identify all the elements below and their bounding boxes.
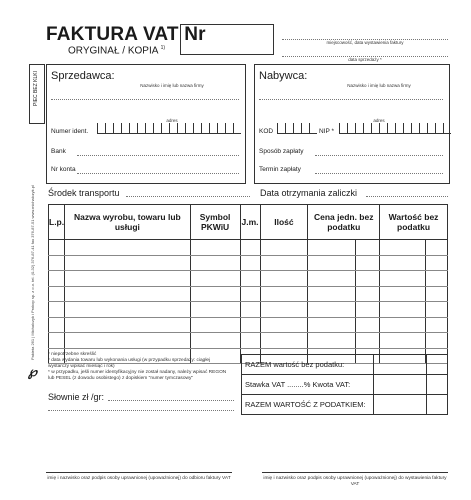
issuer-signature-caption: imię i nazwisko oraz podpis osoby uprawnionej (upoważnionej) do wystawienia faktury VAT (263, 476, 447, 487)
summary-table (241, 354, 448, 415)
table-cell[interactable] (426, 317, 448, 333)
printer-side-text: Pakieta 261 | Michalczyk i Prokop sp. z o.o. tel. (0-32) 376-87-41 fax 376-87-51 www.michalczyk.pl (30, 185, 35, 360)
table-cell[interactable] (190, 240, 240, 256)
table-cell[interactable] (190, 302, 240, 318)
net-total-label: RAZEM wartość bez podatku: (242, 355, 374, 375)
invoice-number-field[interactable] (180, 24, 274, 55)
table-row[interactable] (49, 333, 448, 349)
footnotes (48, 352, 228, 382)
buyer-payment-label: Sposób zapłaty (259, 148, 304, 155)
table-cell[interactable] (380, 333, 426, 349)
table-cell[interactable] (190, 333, 240, 349)
transport-line[interactable] (126, 196, 250, 197)
table-cell[interactable] (308, 240, 356, 256)
col-lp: L.p. (49, 205, 65, 240)
sale-date-caption: data sprzedaży * (348, 57, 382, 62)
seller-bank-line[interactable] (77, 155, 239, 156)
table-cell[interactable] (49, 317, 65, 333)
table-cell[interactable] (190, 286, 240, 302)
seller-name-caption: Nazwisko i imię lub nazwa firmy (140, 83, 204, 88)
transport-label: Środek transportu (48, 188, 120, 198)
gross-total-cell[interactable] (374, 395, 427, 415)
seller-nip-boxes[interactable] (97, 123, 241, 134)
table-cell[interactable] (240, 317, 260, 333)
table-cell[interactable] (65, 255, 191, 271)
table-cell[interactable] (190, 255, 240, 271)
buyer-nip-boxes[interactable] (339, 123, 451, 134)
words-line-1[interactable] (108, 400, 234, 401)
buyer-nip-label: NIP * (319, 128, 335, 135)
buyer-address-caption: adres (373, 118, 385, 123)
net-total-cell[interactable] (374, 355, 427, 375)
table-row[interactable] (49, 255, 448, 271)
table-cell[interactable] (356, 271, 380, 287)
table-cell[interactable] (380, 240, 426, 256)
seller-address-caption: adres (166, 118, 178, 123)
table-cell[interactable] (240, 240, 260, 256)
table-cell[interactable] (380, 255, 426, 271)
table-cell[interactable] (308, 271, 356, 287)
seller-bank-label: Bank (51, 148, 66, 155)
table-cell[interactable] (426, 255, 448, 271)
table-cell[interactable] (240, 302, 260, 318)
table-cell[interactable] (308, 333, 356, 349)
seller-title: Sprzedawca: (51, 70, 115, 82)
table-cell[interactable] (260, 333, 308, 349)
words-line-2[interactable] (48, 410, 234, 411)
invoice-title: FAKTURA VAT Nr (46, 24, 206, 45)
buyer-name-line[interactable] (259, 99, 443, 100)
table-cell[interactable] (260, 286, 308, 302)
table-cell[interactable] (260, 317, 308, 333)
table-cell[interactable] (356, 286, 380, 302)
col-qty: Ilość (260, 205, 308, 240)
table-cell[interactable] (260, 255, 308, 271)
items-table (48, 204, 448, 364)
advance-label: Data otrzymania zaliczki (260, 188, 358, 198)
vat-label: Stawka VAT ........% Kwota VAT: (242, 375, 374, 395)
table-cell[interactable] (356, 255, 380, 271)
seller-account-line[interactable] (77, 173, 239, 174)
table-cell[interactable] (426, 302, 448, 318)
receiver-signature-line[interactable] (46, 472, 232, 473)
footnote-1: * niepotrzebne skreślić (48, 352, 97, 357)
table-cell[interactable] (65, 271, 191, 287)
table-cell[interactable] (308, 286, 356, 302)
buyer-panel (254, 64, 450, 184)
table-row[interactable] (49, 240, 448, 256)
col-name: Nazwa wyrobu, towaru lub usługi (65, 205, 191, 240)
place-date-caption: miejscowość, data wystawienia faktury (326, 40, 404, 45)
advance-line[interactable] (366, 196, 448, 197)
buyer-due-line[interactable] (315, 173, 443, 174)
table-cell[interactable] (49, 302, 65, 318)
seller-panel (46, 64, 246, 184)
invoice-subtitle: ORYGINAŁ / KOPIA $^{1)}$ (68, 45, 166, 57)
buyer-kod-label: KOD (259, 128, 274, 135)
table-cell[interactable] (49, 240, 65, 256)
table-cell[interactable] (65, 286, 191, 302)
seller-name-line[interactable] (51, 99, 239, 100)
table-row[interactable] (49, 286, 448, 302)
table-cell[interactable] (380, 271, 426, 287)
table-cell[interactable] (260, 240, 308, 256)
buyer-title: Nabywca: (259, 70, 308, 82)
gross-total-label: RAZEM WARTOŚĆ Z PODATKIEM: (242, 395, 374, 415)
receiver-signature-caption: imię i nazwisko oraz podpis osoby uprawnionej (upoważnionej) do odbioru faktury VAT (47, 476, 231, 481)
table-cell[interactable] (426, 286, 448, 302)
table-cell[interactable] (426, 271, 448, 287)
table-cell[interactable] (240, 333, 260, 349)
table-cell[interactable] (190, 317, 240, 333)
table-cell[interactable] (260, 302, 308, 318)
buyer-name-caption: Nazwisko i imię lub nazwa firmy (347, 83, 411, 88)
table-row[interactable] (49, 271, 448, 287)
table-cell[interactable] (356, 240, 380, 256)
table-cell[interactable] (356, 302, 380, 318)
table-row[interactable] (49, 317, 448, 333)
table-cell[interactable] (260, 271, 308, 287)
table-row[interactable] (49, 302, 448, 318)
table-cell[interactable] (356, 333, 380, 349)
table-cell[interactable] (380, 317, 426, 333)
table-cell[interactable] (240, 286, 260, 302)
table-cell[interactable] (380, 286, 426, 302)
buyer-payment-line[interactable] (315, 155, 443, 156)
stamp-box (29, 64, 45, 124)
stamp-text: PIEC BEZ KLKI (33, 71, 39, 107)
seller-account-label: Nr konta (51, 166, 76, 173)
table-cell[interactable] (356, 317, 380, 333)
table-cell[interactable] (65, 317, 191, 333)
table-cell[interactable] (65, 302, 191, 318)
buyer-due-label: Termin zapłaty (259, 166, 301, 173)
table-cell[interactable] (308, 255, 356, 271)
table-cell[interactable] (426, 333, 448, 349)
issuer-signature-line[interactable] (262, 472, 448, 473)
printer-logo: ℘ (28, 365, 38, 380)
table-cell[interactable] (49, 333, 65, 349)
table-cell[interactable] (240, 271, 260, 287)
table-cell[interactable] (426, 240, 448, 256)
footnote-3: * w przypadku, jeśli numer identyfikacyjny nie został nadany, należy wpisać REGON lub PESEL (z dowodu osobistego) z dopiskiem "numer tymczasowy" (48, 370, 227, 381)
vat-cell[interactable] (374, 375, 427, 395)
buyer-kod-boxes[interactable] (277, 123, 317, 134)
footnote-2: * data wydania towaru lub wykonania usługi (w przypadku sprzedaży: ciągłej wystarczy wpisać miesiąc i rok) (48, 358, 211, 369)
table-cell[interactable] (49, 271, 65, 287)
table-cell[interactable] (380, 302, 426, 318)
col-pkwiu: Symbol PKWiU (190, 205, 240, 240)
table-cell[interactable] (49, 255, 65, 271)
table-cell[interactable] (65, 240, 191, 256)
col-unit-price: Cena jedn. bez podatku (308, 205, 380, 240)
table-cell[interactable] (308, 317, 356, 333)
col-unit: J.m. (240, 205, 260, 240)
table-cell[interactable] (49, 286, 65, 302)
table-cell[interactable] (240, 255, 260, 271)
table-cell[interactable] (190, 271, 240, 287)
table-cell[interactable] (65, 333, 191, 349)
table-cell[interactable] (308, 302, 356, 318)
col-net-value: Wartość bez podatku (380, 205, 448, 240)
words-label: Słownie zł /gr: (48, 392, 105, 402)
seller-nip-label: Numer ident. (51, 128, 89, 135)
